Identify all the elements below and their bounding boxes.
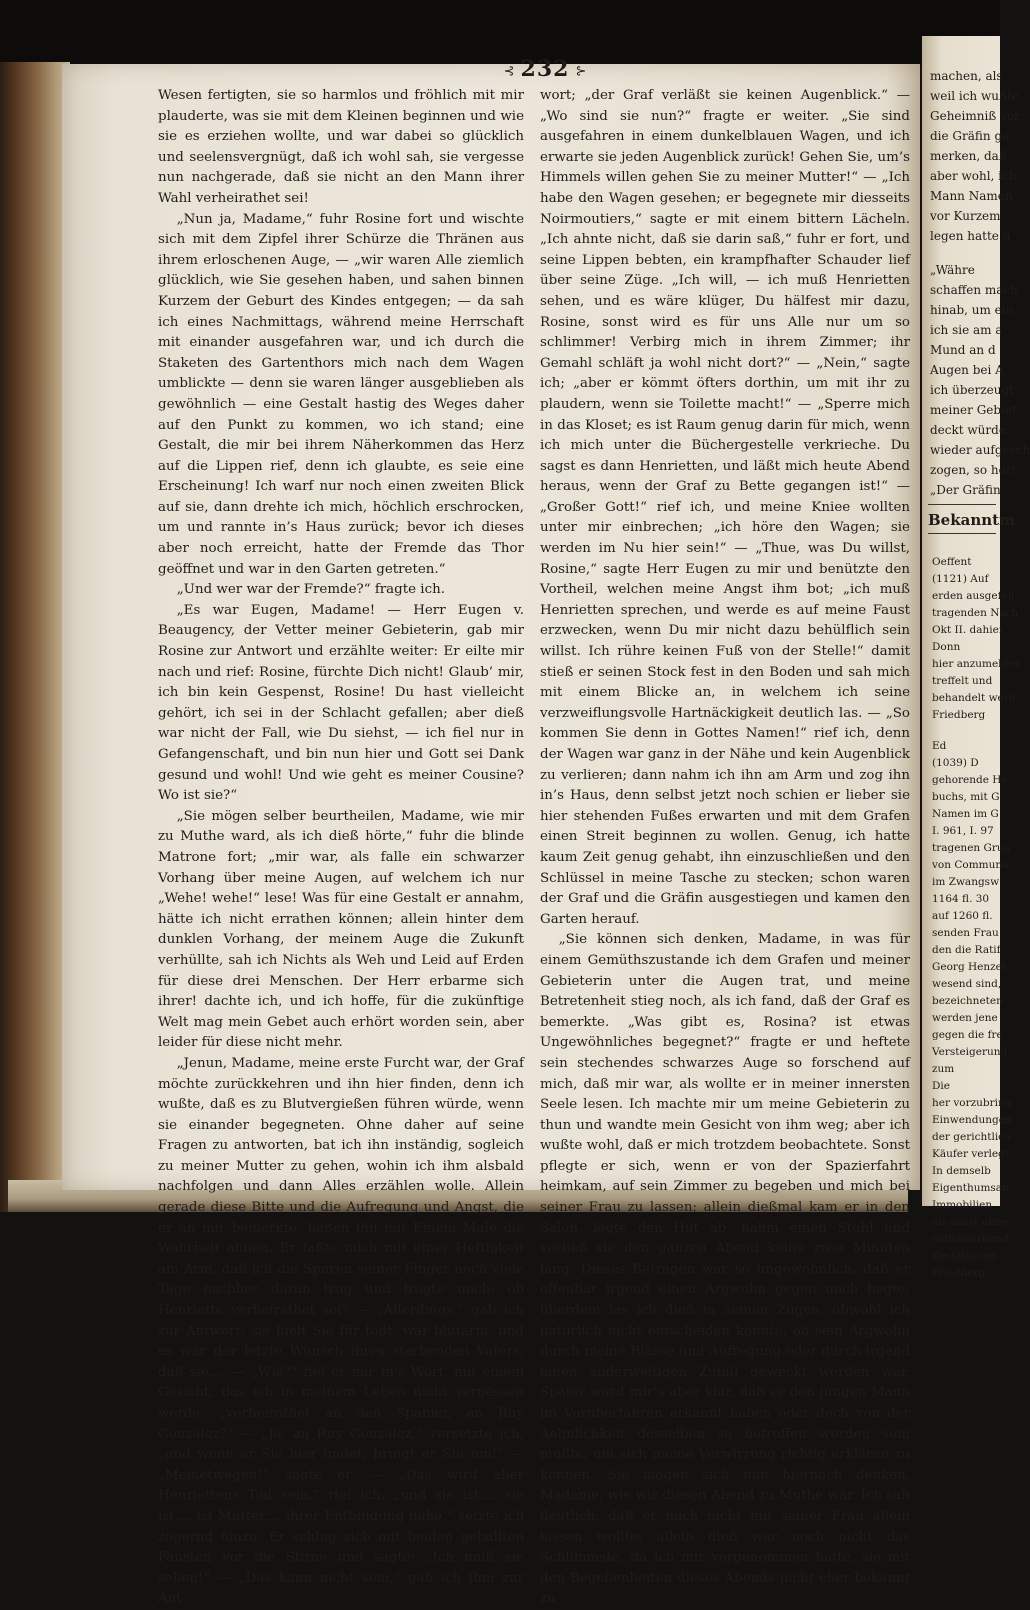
- notice-line: Immobilien: [932, 1199, 993, 1211]
- facing-text-line: wieder aufgesch: [930, 443, 1030, 457]
- facing-text-line: deckt würde.: [930, 423, 1010, 437]
- notice-line: Bestätigung: [932, 1250, 997, 1262]
- notice-line: treffelt und: [932, 675, 993, 687]
- facing-text-line: „Der Gräfin: [930, 483, 1001, 497]
- facing-text-line: Geheimniß vor: [930, 109, 1020, 123]
- notice-line: im Zwangsw: [932, 876, 1000, 888]
- notice-line: Friedberg: [932, 1267, 986, 1279]
- notice-line: zum: [932, 1063, 955, 1075]
- notice-line: erden ausgefall: [932, 590, 1015, 602]
- notice-line: Eigenthumsan: [932, 1182, 1009, 1194]
- ornament-left-icon: ⊰: [503, 64, 515, 79]
- notice-line: bezeichneten: [932, 995, 1003, 1007]
- notice-line: auf 1260 fl.: [932, 910, 993, 922]
- notice-line: Donn: [932, 641, 961, 653]
- facing-page: [922, 36, 1030, 1279]
- notice-line: den die Ratif: [932, 944, 1001, 956]
- notice-line: gehorende Ho: [932, 774, 1008, 786]
- facing-text-line: merken, daß: [930, 149, 1007, 163]
- facing-text-line: vor Kurzem: [930, 209, 1001, 223]
- page-number: 232: [520, 56, 570, 82]
- notice-line: hier anzumelden: [932, 658, 1022, 670]
- notice-line: tragenden Nach: [932, 607, 1019, 619]
- notice-line: Okt II. dahier: [932, 624, 1004, 636]
- paragraph: „Sie können sich denken, Madame, in was für einem Gemüthszustande ich dem Grafen und meiner Gebieterin unter die Augen trat, und meine Betretenheit stieg noch, als ich fand, daß der Graf es bemerkte. „Was gibt es, Rosina? ist etwas Ungewöhnliches begegnet?“ fragte er und heftete sein stechendes schwarzes Auge so forschend auf mich, daß mir war, als wollte er in meiner innersten Seele lesen. Ich machte mir um meine Gebieterin zu thun und wandte mein Gesicht von ihm weg; aber ich wußte wohl, daß er mich trotzdem beobachtete. Sonst pflegte er sich, wenn er von der Spazierfahrt heimkam, auf sein Zimmer zu begeben und mich bei seiner Frau zu lassen; allein dießmal kam er in den Salon, legte den Hut ab, nahm einen Stuhl und verließ sie den ganzen Abend keine zwei Minuten lang. Dieses Betragen war so ungewöhnlich, daß er offenbar irgend einen Argwohn gegen mich hegte; überdem las ich dieß in seinen Zügen, obwohl ich natürlich nicht entscheiden konnte, ob sein Argwohn durch meine Blässe und Aufregung oder durch irgend einen anderweitigen Zufall geweckt worden war. Später ward mir’s aber klar, daß er den jungen Mann im Vorüberfahren erkannt haben oder doch von der Aehnlichkeit desselben so betroffen worden sein mußte, um sich meine Verwirrung richtig erklären zu können. Sie mögen sich nun hiernach denken, Madame, wie wir diesen Abend zu Muthe war. Ich sah deutlich, daß er mich nicht mit seiner Frau allein lassen wollte; allein dieß war noch nicht das Schlimmste, da ich mir vorgenommen hatte, sie mit den Begebenheiten dieses Abends nicht eher bekannt zu: [540, 932, 910, 1607]
- notice-line: Namen im G: [932, 808, 999, 820]
- spacer: [922, 540, 1000, 554]
- facing-text-line: ich überzeugt: [930, 383, 1015, 397]
- notice-line: buchs, mit G: [932, 791, 1000, 803]
- notice-line: Versteigerung: [932, 1046, 1008, 1058]
- notice-line: In demselb: [932, 1165, 991, 1177]
- facing-text-line: die Gräfin ga: [930, 129, 1010, 143]
- spacer: [922, 724, 1000, 738]
- divider: [928, 504, 996, 505]
- notice-line: Ed: [932, 740, 947, 752]
- notice-line: senden Frau: [932, 927, 999, 939]
- facing-text-line: legen hatte u: [930, 229, 1011, 243]
- divider: [928, 533, 996, 534]
- notice-line: Käufer verlegt: [932, 1148, 1010, 1160]
- facing-text-line: Augen bei A: [930, 363, 1004, 377]
- notice-line: als sonst ohne: [932, 1216, 1008, 1228]
- facing-text-line: aber wohl, ich: [930, 169, 1017, 183]
- facing-text-line: Mann Namen: [930, 189, 1013, 203]
- facing-text-line: Mund an d: [930, 343, 996, 357]
- paragraph: „Sie mögen selber beurtheilen, Madame, wie mir zu Muthe ward, als ich dieß hörte,“ fuhr die blinde Matrone fort; „mir war, als falle ein schwarzer Vorhang über meine Augen, auf welchem ich nur „Wehe! wehe!“ lese! Was für eine Gestalt er annahm, hätte ich nicht errathen können; allein hinter dem dunklen Vorhang, der meinem Auge die Zukunft verhüllte, sah ich Nichts als Weh und Leid auf Erden für diese drei Menschen. Der Herr erbarme sich ihrer! dachte ich, und ich hoffe, für die zukünftige Welt mag mein Gebet auch erhört worden sein, aber leider für diese nicht mehr.: [158, 808, 524, 1051]
- notice-line: tragenen Grun: [932, 842, 1011, 854]
- facing-text-line: ich sie am a: [930, 323, 1003, 337]
- facing-text-line: hinab, um ein: [930, 303, 1014, 317]
- facing-text-line: weil ich wußte,: [930, 89, 1023, 103]
- notice-line: gegen die fre: [932, 1029, 1003, 1041]
- ornament-right-icon: ⊱: [575, 64, 587, 79]
- paragraph: „Nun ja, Madame,“ fuhr Rosine fort und wischte sich mit dem Zipfel ihrer Schürze die Thränen aus ihrem erloschenen Auge, — „wir waren Alle ziemlich glücklich, wie Sie gesehen haben, und sahen binnen Kurzem der Geburt des Kindes entgegen; — da sah ich eines Nachmittags, während meine Herrschaft mit einander ausgefahren war, und ich durch die Staketen des Gartenthors mich nach dem Wagen umblickte — denn sie waren länger ausgeblieben als gewöhnlich — eine Gestalt hastig des Weges daher auf den Punkt zu kommen, wo ich stand; eine Gestalt, die mir bei ihrem Näherkommen das Herz auf die Lippen rief, denn ich glaubte, es seie eine Erscheinung! Ich warf nur noch einen zweiten Blick auf sie, dann drehte ich mich, höchlich erschrocken, um und rannte in’s Haus zurück; bevor ich dieses aber noch erreicht, hatte der Fremde das Thor geöffnet und war in den Garten getreten.“: [158, 211, 524, 577]
- spacer: [922, 36, 1000, 66]
- notice-line: 1164 fl. 30: [932, 893, 990, 905]
- facing-text-line: meiner Gebiet: [930, 403, 1017, 417]
- page-header: [470, 56, 620, 86]
- notice-line: Einwendungen: [932, 1114, 1012, 1126]
- notice-line: (1121) Auf: [932, 573, 989, 585]
- notice-line: werden jene: [932, 1012, 998, 1024]
- paragraph: „Und wer war der Fremde?“ fragte ich.: [176, 582, 445, 598]
- paragraph: Wesen fertigten, sie so harmlos und fröhlich mit mir plauderte, was sie mit dem Kleinen beginnen und wie sie es erziehen wollte, und war dabei so glücklich und seelensvergnügt, daß ich wohl sah, sie vergesse nun nachgerade, daß sie nicht an den Mann ihrer Wahl verheirathet sei!: [158, 88, 524, 206]
- section-heading: Bekanntm: [928, 511, 1015, 529]
- notice-line: der gerichtlich: [932, 1131, 1011, 1143]
- text-column-right: [540, 86, 910, 1607]
- facing-text-line: machen, als: [930, 69, 1003, 83]
- text-column-left: [158, 86, 524, 1607]
- paragraph: „Jenun, Madame, meine erste Furcht war, der Graf möchte zurückkehren und ihn hier finden, denn ich wußte, daß es zu Blutvergießen führen würde, wenn sie einander begegneten. Ohne daher auf seine Fragen zu antworten, bat ich ihn inständig, sogleich zu meiner Mutter zu gehen, wohin ich ihm alsbald nachfolgen und dann Alles erzählen wolle. Allein gerade diese Bitte und die Aufregung und Angst, die er an mir bemerkte, ließen ihn mit Einem Male die Wahrheit ahnen. Er faßte mich mit einer Heftigkeit am Arm, daß ich die Spuren seiner Finger noch viele Tage nachher daran trug und fragte mich: ob Henriette verheirathet sei? — „Allerdings,“ gab ich zur Antwort; sie hielt Sie für todt, war blutarm, und es war der letzte Wunsch ihres sterbenden Vaters, daß sie.... — „Wie?“ fiel er mir in’s Wort, mit einem Gesicht, das ich in meinem Leben nicht vergessen werde; „verheirathet an den Spanier, an Ruy Gonzalez?“ — „Ja, an Ruy Gonzalez,“ versetzte ich, „und wenn er Sie hier findet, bringt er Sie um!“ — „Meinetwegen!“ sagte er. — „Das wird aber Henriettens Tod sein,“ rief ich, „und sie ist.... sie ist.... ist Mutter.... ihrer Entbindung nahe,“ setzte ich zögernd hinzu. Er schlug sich mit beiden geballten Fäusten vor die Stirne und sagte: „Ich muß sie sehen!“ — „Das kann nicht sein,“ gab ich ihm zur Ant-: [158, 1055, 524, 1607]
- spacer: [922, 246, 1000, 260]
- notice-line: cationsurkund: [932, 1233, 1009, 1245]
- notice-line: her vorzubring: [932, 1097, 1012, 1109]
- notice-line: von Communa: [932, 859, 1009, 871]
- facing-text-line: zogen, so hört: [930, 463, 1017, 477]
- notice-line: behandelt werd: [932, 692, 1016, 704]
- book-spine-edge: [0, 62, 70, 1212]
- facing-text-line: „Währe: [930, 263, 975, 277]
- paragraph: „Es war Eugen, Madame! — Herr Eugen v. Beaugency, der Vetter meiner Gebieterin, gab mir Rosine zur Antwort und erzählte weiter: Er eilte mir nach und rief: Rosine, fürchte Dich nicht! Glaub’ mir, ich bin kein Gespenst, Rosine! Du hast vielleicht gehört, ich sei in der Schlacht gefallen; aber dieß war nicht der Fall, wie Du siehst, — ich fiel nur in Gefangenschaft, und bin nun hier und Gott sei Dank gesund und wohl! Und wie geht es meiner Cousine? Wo ist sie?“: [158, 602, 524, 804]
- notice-line: wesend sind,: [932, 978, 1002, 990]
- notice-line: (1039) D: [932, 757, 979, 769]
- notice-line: I. 961, I. 97: [932, 825, 994, 837]
- notice-line: Die: [932, 1080, 950, 1092]
- paragraph: wort; „der Graf verläßt sie keinen Augenblick.“ — „Wo sind sie nun?“ fragte er weiter. „Sie sind ausgefahren in einem dunkelblauen Wagen, und ich erwarte sie jeden Augenblick zurück! Gehen Sie, um’s Himmels willen gehen Sie zu meiner Mutter!“ — „Ich habe den Wagen gesehen; er begegnete mir diesseits Noirmoutiers,“ sagte er mit einem bittern Lächeln. „Ich ahnte nicht, daß sie darin saß,“ fuhr er fort, und seine Lippen bebten, ein krampfhafter Schauder lief über seine Züge. „Ich will, — ich muß Henrietten sehen, und es wäre klüger, Du hälfest mir dazu, Rosine, sonst wird es für uns Alle nur um so schlimmer! Verbirg mich in ihrem Zimmer; ihr Gemahl schläft ja wohl nicht dort?“ — „Nein,“ sagte ich; „aber er kömmt öfters dorthin, um mit ihr zu plaudern, wenn sie Toilette macht!“ — „Sperre mich in das Kloset; es ist Raum genug darin für mich, wenn ich mich unter die Büchergestelle verkrieche. Du sagst es dann Henrietten, und läßt mich heute Abend heraus, wenn der Graf zu Bette gegangen ist!“ — „Großer Gott!“ rief ich, und meine Kniee wollten unter mir einbrechen; „ich höre den Wagen; sie werden im Nu hier sein!“ — „Thue, was Du willst, Rosine,“ sagte Herr Eugen zu mir und benützte den Vortheil, welchen meine Angst ihm bot; „ich muß Henrietten sprechen, und werde es auf meine Faust erzwecken, wenn Du mir nicht dazu behülflich sein willst. Ich rühre keinen Fuß von der Stelle!“ damit stieß er seinen Stock fest in den Boden und sah mich mit einem Blicke an, in welchem ich seine verzweiflungsvolle Hartnäckigkeit deutlich las. — „So kommen Sie denn in Gottes Namen!“ rief ich, denn der Wagen war ganz in der Nähe und kein Augenblick zu verlieren; dann nahm ich ihn am Arm und zog ihn in’s Haus, denn selbst jetzt noch schien er lieber sie hier stehenden Fußes erwarten und mit dem Grafen einen Streit beginnen zu wollen. Genug, ich hatte kaum Zeit genug gehabt, ihn einzuschließen und den Schlüssel in meine Tasche zu stecken; schon waren der Graf und die Gräfin ausgestiegen und kamen den Garten herauf.: [540, 88, 910, 927]
- notice-line: Georg Henzel: [932, 961, 1006, 973]
- notice-line: Oeffent: [932, 556, 972, 568]
- facing-text-line: schaffen mach: [930, 283, 1018, 297]
- notice-line: Friedberg: [932, 709, 986, 721]
